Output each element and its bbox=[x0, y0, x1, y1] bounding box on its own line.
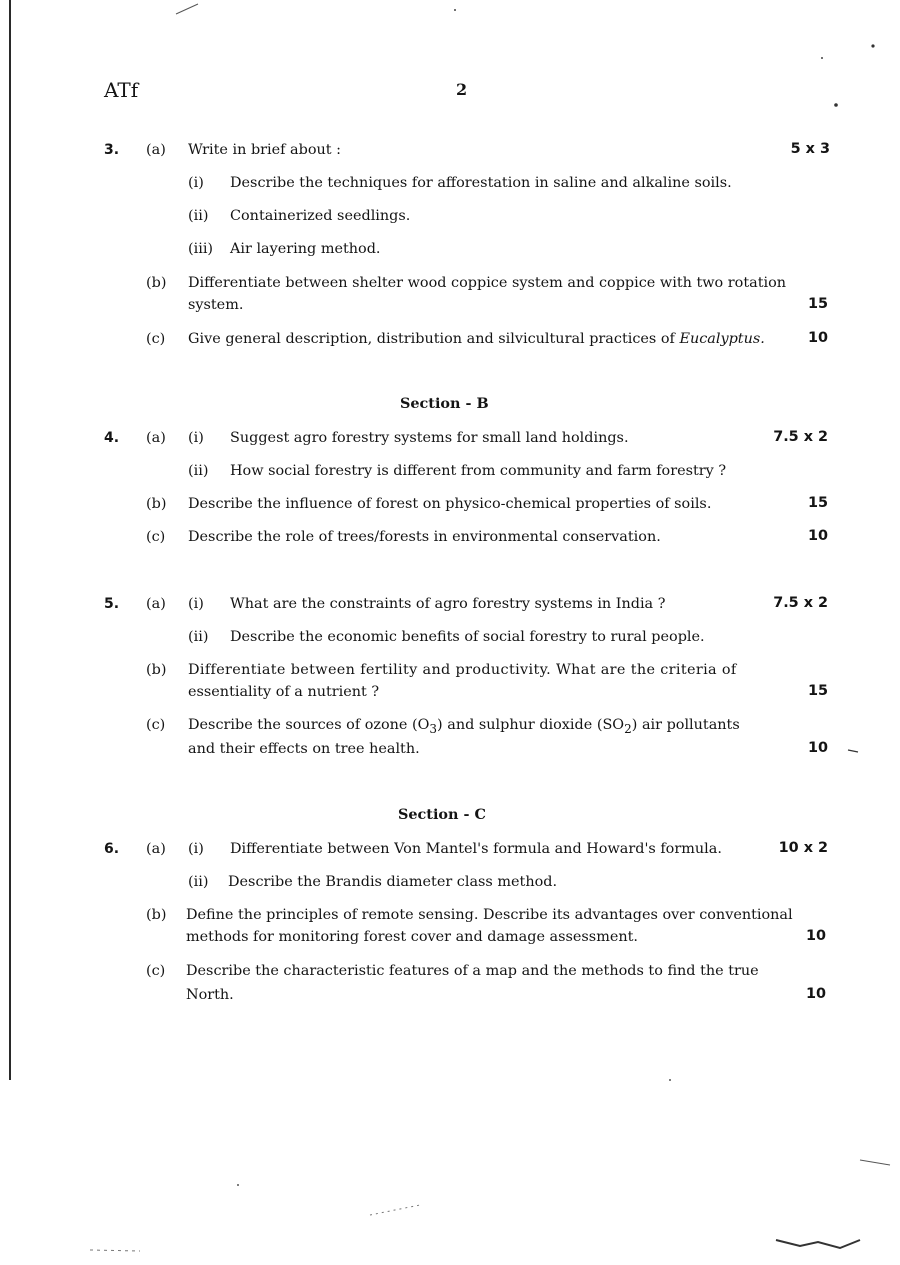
subpart-label: (iii) bbox=[188, 241, 214, 257]
subpart-text: Suggest agro forestry systems for small land holdings. bbox=[230, 430, 629, 446]
marks: 10 bbox=[807, 528, 828, 544]
page-number: 2 bbox=[456, 80, 468, 99]
section-title: Section - C bbox=[398, 806, 486, 823]
subpart-label: (ii) bbox=[188, 874, 209, 890]
subpart-text: Differentiate between Von Mantel's formula and Howard's formula. bbox=[230, 841, 722, 857]
subpart-label: (i) bbox=[188, 596, 204, 612]
question-text: methods for monitoring forest cover and damage assessment. bbox=[186, 929, 638, 945]
paper-code: ATf bbox=[104, 78, 139, 102]
part-label: (a) bbox=[146, 841, 166, 857]
part-label: (a) bbox=[146, 142, 166, 158]
question-number: 5. bbox=[104, 596, 120, 612]
marks: 10 bbox=[807, 330, 828, 346]
question-text: Write in brief about : bbox=[188, 142, 341, 158]
subpart-text: Air layering method. bbox=[230, 241, 381, 257]
question-text: Describe the sources of ozone $(O_3)$ and sulphur dioxide $(SO_2)$ air pollutants bbox=[188, 717, 740, 736]
subpart-label: (ii) bbox=[188, 463, 209, 479]
question-text: Define the principles of remote sensing. Describe its advantages over conventional bbox=[186, 907, 793, 923]
question-text: North. bbox=[186, 987, 234, 1003]
subpart-text: Containerized seedlings. bbox=[230, 208, 411, 224]
subpart-label: (ii) bbox=[188, 208, 209, 224]
subpart-label: (ii) bbox=[188, 629, 209, 645]
subpart-text: Describe the economic benefits of social forestry to rural people. bbox=[230, 629, 705, 645]
subpart-text: Describe the techniques for afforestation in saline and alkaline soils. bbox=[230, 175, 732, 191]
marks: 10 bbox=[805, 986, 826, 1002]
marks: 10 bbox=[805, 928, 826, 944]
part-label: (b) bbox=[146, 496, 167, 512]
part-label: (c) bbox=[146, 529, 166, 545]
question-text: Describe the role of trees/forests in environmental conservation. bbox=[188, 529, 661, 545]
question-text: Give general description, distribution and silvicultural practices of Eucalyptus. bbox=[188, 331, 765, 347]
subpart-text: How social forestry is different from community and farm forestry ? bbox=[230, 463, 727, 479]
question-text: Describe the influence of forest on physico-chemical properties of soils. bbox=[188, 496, 712, 512]
marks: 7.5 x 2 bbox=[773, 595, 828, 611]
part-label: (b) bbox=[146, 907, 167, 923]
marks: 15 bbox=[807, 495, 828, 511]
subpart-text: What are the constraints of agro forestry systems in India ? bbox=[230, 596, 666, 612]
section-title: Section - B bbox=[400, 395, 489, 412]
part-label: (b) bbox=[146, 275, 167, 291]
question-text: Describe the characteristic features of a map and the methods to find the true bbox=[186, 963, 759, 979]
part-label: (c) bbox=[146, 963, 166, 979]
marks: 10 bbox=[807, 740, 828, 756]
marks: 7.5 x 2 bbox=[773, 429, 828, 445]
marks: 15 bbox=[807, 296, 828, 312]
subpart-label: (i) bbox=[188, 841, 204, 857]
marks: 10 x 2 bbox=[778, 840, 828, 856]
part-label: (c) bbox=[146, 717, 166, 733]
question-text: essentiality of a nutrient ? bbox=[188, 684, 380, 700]
subpart-label: (i) bbox=[188, 175, 204, 191]
question-number: 3. bbox=[104, 142, 120, 158]
question-text: system. bbox=[188, 297, 244, 313]
part-label: (b) bbox=[146, 662, 167, 678]
species-name: Eucalyptus. bbox=[679, 331, 765, 347]
question-text: Differentiate between fertility and productivity. What are the criteria of bbox=[188, 662, 737, 678]
subpart-label: (i) bbox=[188, 430, 204, 446]
question-number: 6. bbox=[104, 841, 120, 857]
question-text: Differentiate between shelter wood coppice system and coppice with two rotation bbox=[188, 275, 787, 291]
part-label: (c) bbox=[146, 331, 166, 347]
part-label: (a) bbox=[146, 430, 166, 446]
question-number: 4. bbox=[104, 430, 120, 446]
part-label: (a) bbox=[146, 596, 166, 612]
marks: 5 x 3 bbox=[790, 141, 830, 157]
marks: 15 bbox=[807, 683, 828, 699]
question-text: and their effects on tree health. bbox=[188, 741, 420, 757]
subpart-text: Describe the Brandis diameter class method. bbox=[228, 874, 558, 890]
